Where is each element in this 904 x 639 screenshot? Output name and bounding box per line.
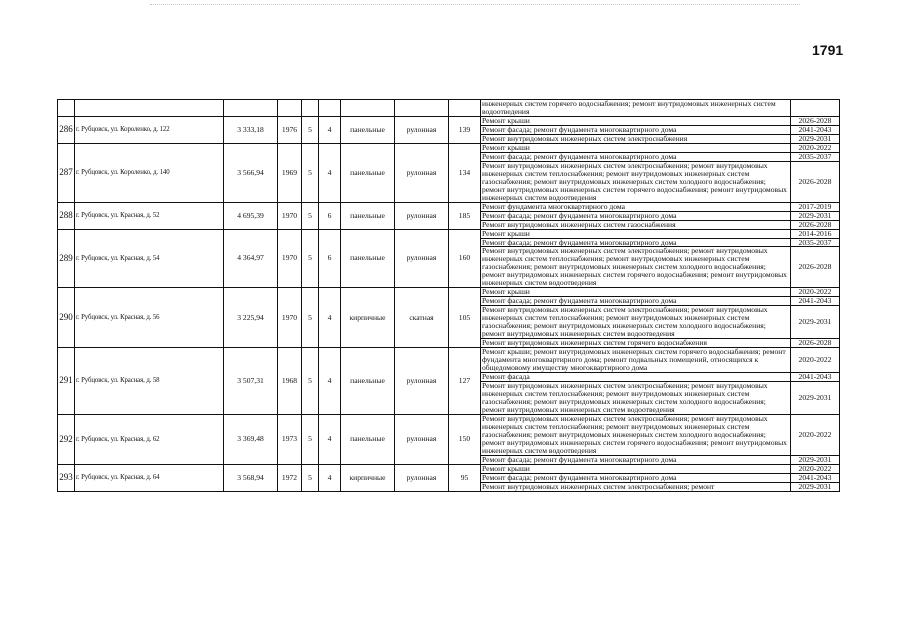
work-period-cell: 2026-2028: [791, 247, 840, 288]
build-year-cell: 1972: [278, 464, 302, 491]
work-period-cell: 2026-2028: [791, 161, 840, 202]
wall-material-cell: панельные: [341, 348, 395, 415]
work-period-cell: 2029-2031: [791, 455, 840, 464]
address-cell: г. Рубцовск, ул. Красная, д. 56: [75, 288, 224, 348]
total-area-cell: 4 695,39: [224, 202, 278, 229]
roof-type-cell: скатная: [395, 288, 449, 348]
work-period-cell: 2029-2031: [791, 306, 840, 339]
work-period-cell: 2020-2022: [791, 414, 840, 455]
work-description-cell: инженерных систем горячего водоснабжения; ремонт внутридомовых инженерных систем водоотведения: [481, 100, 791, 117]
work-description-cell: Ремонт внутридомовых инженерных систем электроснабжения: [481, 134, 791, 143]
row-number-cell: 287: [58, 143, 75, 202]
row-number-cell: 290: [58, 288, 75, 348]
floors-cell: 5: [302, 414, 319, 464]
work-period-cell: 2041-2043: [791, 125, 840, 134]
work-description-cell: Ремонт крыши: [481, 288, 791, 297]
table-row: [58, 202, 840, 211]
address-cell: г. Рубцовск, ул. Короленко, д. 122: [75, 116, 224, 143]
build-year-cell: 1970: [278, 288, 302, 348]
build-year-cell: 1969: [278, 143, 302, 202]
total-area-cell: 3 566,94: [224, 143, 278, 202]
work-description-cell: Ремонт фундамента многоквартирного дома: [481, 202, 791, 211]
total-area-cell: 4 364,97: [224, 229, 278, 288]
floors-cell: 5: [302, 464, 319, 491]
work-period-cell: 2041-2043: [791, 297, 840, 306]
floors-cell: 5: [302, 229, 319, 288]
flats-count-cell: 139: [449, 116, 481, 143]
entrances-cell: 4: [319, 143, 341, 202]
work-description-cell: Ремонт фасада; ремонт фундамента многоквартирного дома: [481, 211, 791, 220]
empty-cell: [58, 100, 75, 117]
flats-count-cell: 105: [449, 288, 481, 348]
roof-type-cell: рулонная: [395, 414, 449, 464]
entrances-cell: 6: [319, 202, 341, 229]
build-year-cell: 1973: [278, 414, 302, 464]
row-number-cell: 293: [58, 464, 75, 491]
entrances-cell: 4: [319, 288, 341, 348]
flats-count-cell: 150: [449, 414, 481, 464]
capital-repair-table: [57, 99, 840, 492]
work-description-cell: Ремонт внутридомовых инженерных систем электроснабжения; ремонт внутридомовых инженерных систем теплоснабжения; ремонт внутридомовых инженерных систем газоснабжения; ремонт внутридомовых инженерных систем холодного водоснабжения; ремонт внутридомовых инженерных систем горячего водоснабжения; ремонт внутридомовых инженерных систем водоотведения: [481, 414, 791, 455]
roof-type-cell: рулонная: [395, 116, 449, 143]
table-row: [58, 143, 840, 152]
work-description-cell: Ремонт внутридомовых инженерных систем электроснабжения; ремонт внутридомовых инженерных систем теплоснабжения; ремонт внутридомовых инженерных систем газоснабжения; ремонт внутридомовых инженерных систем холодного водоснабжения; ремонт внутридомовых инженерных систем горячего водоснабжения; ремонт внутридомовых инженерных систем водоотведения: [481, 161, 791, 202]
entrances-cell: 4: [319, 414, 341, 464]
table-row: [58, 288, 840, 297]
build-year-cell: 1968: [278, 348, 302, 415]
build-year-cell: 1970: [278, 202, 302, 229]
work-period-cell: 2041-2043: [791, 373, 840, 382]
work-description-cell: Ремонт внутридомовых инженерных систем электроснабжения; ремонт внутридомовых инженерных систем теплоснабжения; ремонт внутридомовых инженерных систем газоснабжения; ремонт внутридомовых инженерных систем холодного водоснабжения; ремонт внутридомовых инженерных систем водоотведения: [481, 306, 791, 339]
work-description-cell: Ремонт крыши: [481, 116, 791, 125]
scan-artifact-line: [150, 4, 800, 7]
work-period-cell: 2017-2019: [791, 202, 840, 211]
empty-cell: [395, 100, 449, 117]
row-number-cell: 291: [58, 348, 75, 415]
empty-cell: [319, 100, 341, 117]
table-row: [58, 229, 840, 238]
work-period-cell: 2029-2031: [791, 381, 840, 414]
entrances-cell: 4: [319, 116, 341, 143]
wall-material-cell: панельные: [341, 143, 395, 202]
table-body: [58, 100, 840, 492]
work-description-cell: Ремонт фасада; ремонт фундамента многоквартирного дома: [481, 297, 791, 306]
work-period-cell: 2035-2037: [791, 152, 840, 161]
empty-cell: [341, 100, 395, 117]
work-period-cell: 2020-2022: [791, 464, 840, 473]
work-period-cell: 2026-2028: [791, 339, 840, 348]
work-description-cell: Ремонт фасада; ремонт фундамента многоквартирного дома: [481, 125, 791, 134]
work-period-cell: 2029-2031: [791, 211, 840, 220]
table-row: [58, 116, 840, 125]
floors-cell: 5: [302, 116, 319, 143]
floors-cell: 5: [302, 288, 319, 348]
work-period-cell: 2020-2022: [791, 143, 840, 152]
work-period-cell: 2041-2043: [791, 473, 840, 482]
work-period-cell: 2014-2016: [791, 229, 840, 238]
page-number: 1791: [812, 42, 844, 58]
address-cell: г. Рубцовск, ул. Красная, д. 58: [75, 348, 224, 415]
total-area-cell: 3 369,48: [224, 414, 278, 464]
row-number-cell: 292: [58, 414, 75, 464]
flats-count-cell: 160: [449, 229, 481, 288]
work-description-cell: Ремонт крыши: [481, 464, 791, 473]
total-area-cell: 3 507,31: [224, 348, 278, 415]
entrances-cell: 6: [319, 229, 341, 288]
work-period-cell: [791, 100, 840, 117]
floors-cell: 5: [302, 143, 319, 202]
floors-cell: 5: [302, 202, 319, 229]
work-description-cell: Ремонт фасада; ремонт фундамента многоквартирного дома: [481, 455, 791, 464]
work-period-cell: 2026-2028: [791, 220, 840, 229]
table-row: [58, 348, 840, 373]
floors-cell: 5: [302, 348, 319, 415]
row-number-cell: 286: [58, 116, 75, 143]
build-year-cell: 1976: [278, 116, 302, 143]
wall-material-cell: панельные: [341, 202, 395, 229]
table-row: [58, 414, 840, 455]
row-number-cell: 288: [58, 202, 75, 229]
wall-material-cell: панельные: [341, 414, 395, 464]
wall-material-cell: кирпичные: [341, 464, 395, 491]
roof-type-cell: рулонная: [395, 202, 449, 229]
work-period-cell: 2035-2037: [791, 238, 840, 247]
address-cell: г. Рубцовск, ул. Красная, д. 54: [75, 229, 224, 288]
wall-material-cell: панельные: [341, 229, 395, 288]
work-description-cell: Ремонт фасада; ремонт фундамента многоквартирного дома: [481, 238, 791, 247]
total-area-cell: 3 333,18: [224, 116, 278, 143]
empty-cell: [449, 100, 481, 117]
work-description-cell: Ремонт фасада; ремонт фундамента многоквартирного дома: [481, 152, 791, 161]
wall-material-cell: кирпичные: [341, 288, 395, 348]
address-cell: г. Рубцовск, ул. Красная, д. 64: [75, 464, 224, 491]
work-description-cell: Ремонт крыши: [481, 143, 791, 152]
table-row: [58, 100, 840, 117]
work-period-cell: 2020-2022: [791, 288, 840, 297]
work-period-cell: 2020-2022: [791, 348, 840, 373]
empty-cell: [224, 100, 278, 117]
address-cell: г. Рубцовск, ул. Короленко, д. 140: [75, 143, 224, 202]
table-row: [58, 464, 840, 473]
entrances-cell: 4: [319, 348, 341, 415]
build-year-cell: 1970: [278, 229, 302, 288]
work-period-cell: 2026-2028: [791, 116, 840, 125]
flats-count-cell: 185: [449, 202, 481, 229]
work-description-cell: Ремонт фасада; ремонт фундамента многоквартирного дома: [481, 473, 791, 482]
work-description-cell: Ремонт внутридомовых инженерных систем электроснабжения; ремонт: [481, 482, 791, 491]
flats-count-cell: 127: [449, 348, 481, 415]
empty-cell: [75, 100, 224, 117]
flats-count-cell: 134: [449, 143, 481, 202]
total-area-cell: 3 225,94: [224, 288, 278, 348]
work-period-cell: 2029-2031: [791, 134, 840, 143]
work-description-cell: Ремонт фасада: [481, 373, 791, 382]
work-period-cell: 2029-2031: [791, 482, 840, 491]
entrances-cell: 4: [319, 464, 341, 491]
row-number-cell: 289: [58, 229, 75, 288]
roof-type-cell: рулонная: [395, 143, 449, 202]
work-description-cell: Ремонт внутридомовых инженерных систем электроснабжения; ремонт внутридомовых инженерных систем теплоснабжения; ремонт внутридомовых инженерных систем газоснабжения; ремонт внутридомовых инженерных систем холодного водоснабжения; ремонт внутридомовых инженерных систем горячего водоснабжения; ремонт внутридомовых инженерных систем водоотведения: [481, 247, 791, 288]
work-description-cell: Ремонт внутридомовых инженерных систем электроснабжения; ремонт внутридомовых инженерных систем теплоснабжения; ремонт внутридомовых инженерных систем газоснабжения; ремонт внутридомовых инженерных систем холодного водоснабжения; ремонт внутридомовых инженерных систем водоотведения: [481, 381, 791, 414]
roof-type-cell: рулонная: [395, 229, 449, 288]
address-cell: г. Рубцовск, ул. Красная, д. 62: [75, 414, 224, 464]
work-description-cell: Ремонт внутридомовых инженерных систем горячего водоснабжения: [481, 339, 791, 348]
empty-cell: [278, 100, 302, 117]
empty-cell: [302, 100, 319, 117]
work-description-cell: Ремонт крыши: [481, 229, 791, 238]
work-description-cell: Ремонт внутридомовых инженерных систем газоснабжения: [481, 220, 791, 229]
roof-type-cell: рулонная: [395, 464, 449, 491]
roof-type-cell: рулонная: [395, 348, 449, 415]
flats-count-cell: 95: [449, 464, 481, 491]
work-description-cell: Ремонт крыши; ремонт внутридомовых инженерных систем горячего водоснабжения; ремонт фундамента многоквартирного дома; ремонт подвальных помещений, относящихся к общедомовому имуществу многоквартирного дома: [481, 348, 791, 373]
total-area-cell: 3 568,94: [224, 464, 278, 491]
address-cell: г. Рубцовск, ул. Красная, д. 52: [75, 202, 224, 229]
wall-material-cell: панельные: [341, 116, 395, 143]
